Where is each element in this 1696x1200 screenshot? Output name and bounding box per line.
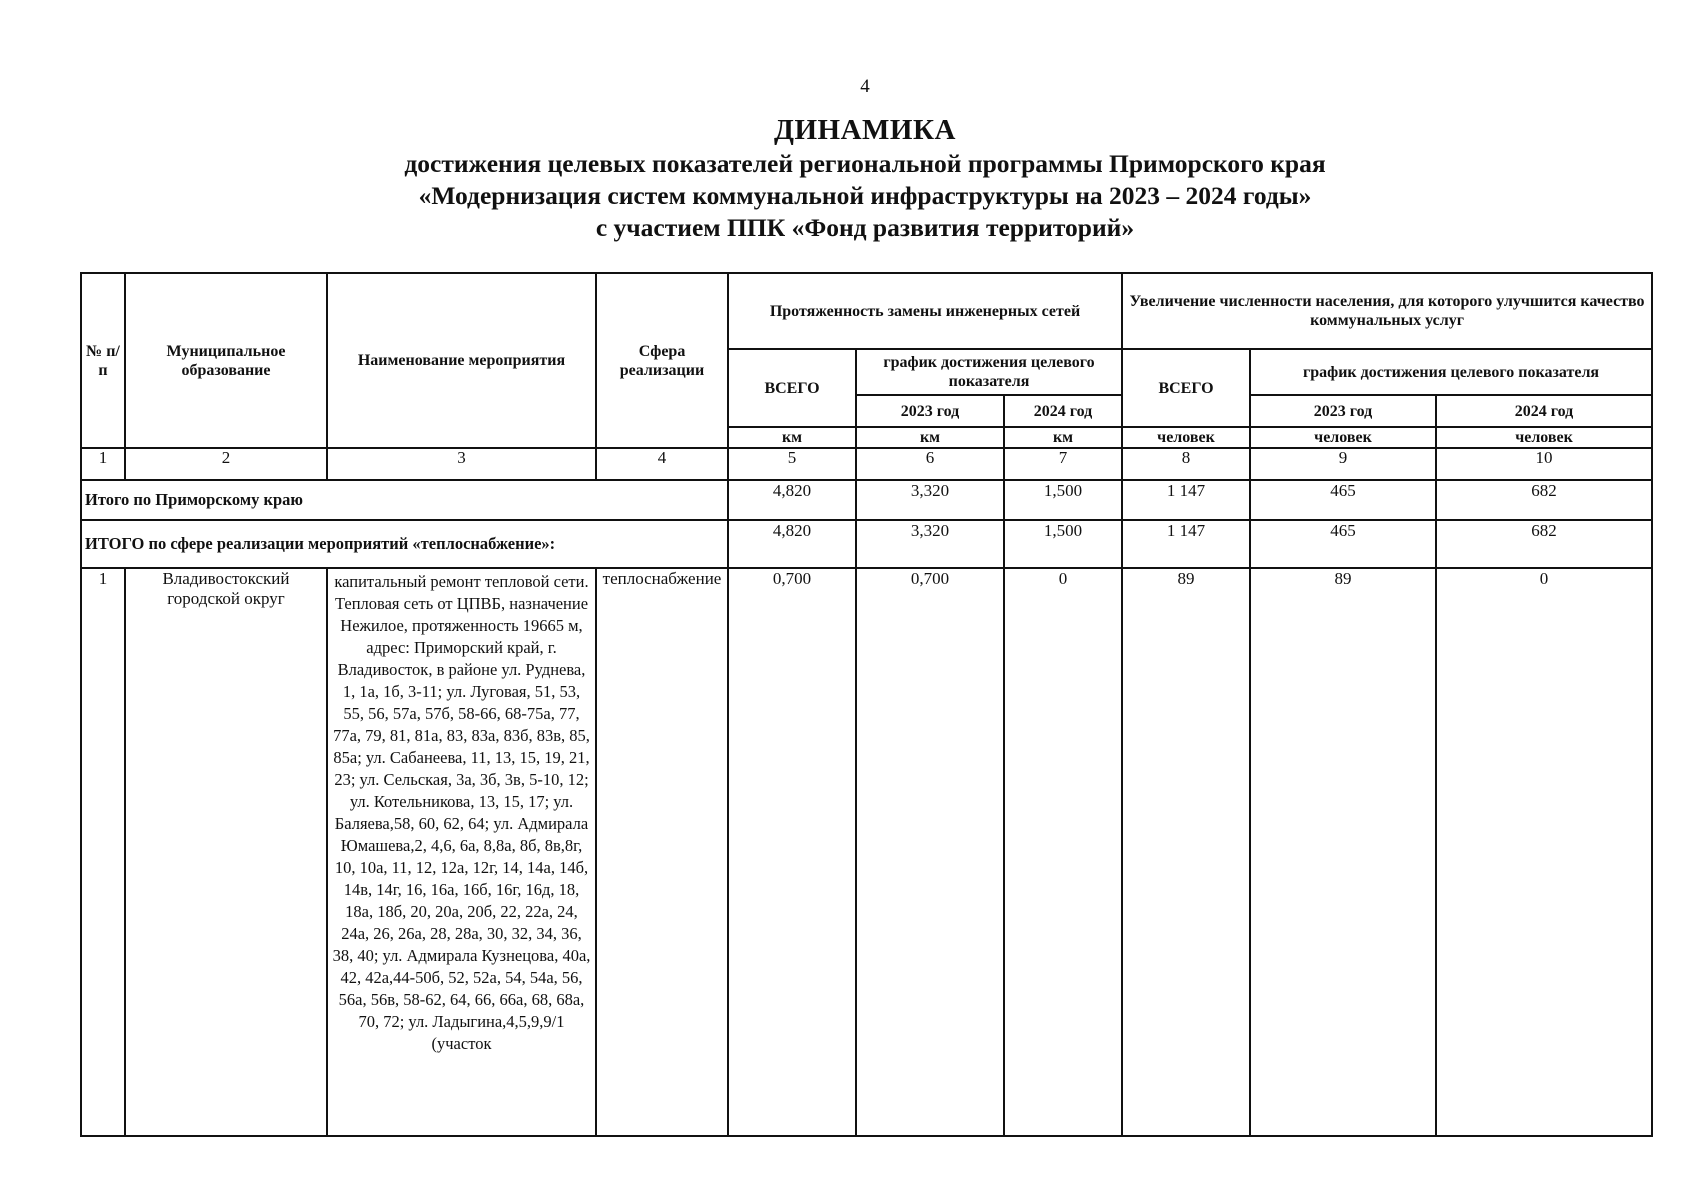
- summary-value: 1 147: [1122, 520, 1250, 568]
- summary-value: 3,320: [856, 480, 1004, 520]
- column-number: 4: [596, 448, 728, 480]
- header-municipality: Муниципальное образование: [125, 273, 327, 448]
- summary-value: 4,820: [728, 480, 856, 520]
- column-number: 9: [1250, 448, 1436, 480]
- summary-value: 3,320: [856, 520, 1004, 568]
- row-value: 89: [1122, 568, 1250, 1136]
- row-sphere: теплоснабжение: [596, 568, 728, 1136]
- title-line-2: достижения целевых показателей региональной программы Приморского края: [404, 149, 1326, 178]
- row-value: 89: [1250, 568, 1436, 1136]
- column-number: 2: [125, 448, 327, 480]
- summary-row-heating: [81, 520, 1652, 568]
- unit-people: человек: [1122, 427, 1250, 448]
- header-event-name: Наименование мероприятия: [327, 273, 596, 448]
- unit-km: км: [728, 427, 856, 448]
- header-population-2024: 2024 год: [1436, 395, 1652, 427]
- column-number: 5: [728, 448, 856, 480]
- row-value: 0: [1004, 568, 1122, 1136]
- row-municipality: Владивостокский городской округ: [125, 568, 327, 1136]
- column-number: 10: [1436, 448, 1652, 480]
- column-numbers-row: [81, 448, 1652, 480]
- header-population-2023: 2023 год: [1250, 395, 1436, 427]
- header-sphere: Сфера реализации: [596, 273, 728, 448]
- column-number: 8: [1122, 448, 1250, 480]
- summary-value: 4,820: [728, 520, 856, 568]
- row-value: 0,700: [728, 568, 856, 1136]
- row-num: 1: [81, 568, 125, 1136]
- header-network-2023: 2023 год: [856, 395, 1004, 427]
- summary-label: ИТОГО по сфере реализации мероприятий «теплоснабжение»:: [81, 520, 728, 568]
- title-line-4: с участием ППК «Фонд развития территорий»: [595, 213, 1135, 242]
- header-population-schedule: график достижения целевого показателя: [1250, 349, 1652, 395]
- column-number: 1: [81, 448, 125, 480]
- summary-label: Итого по Приморскому краю: [81, 480, 728, 520]
- summary-value: 1,500: [1004, 480, 1122, 520]
- document-title: [0, 112, 1696, 244]
- summary-value: 1,500: [1004, 520, 1122, 568]
- header-row-1: [81, 273, 1652, 349]
- row-value: 0: [1436, 568, 1652, 1136]
- title-line-1: ДИНАМИКА: [774, 114, 956, 146]
- row-description: капитальный ремонт тепловой сети. Тепловая сеть от ЦПВБ, назначение Нежилое, протяженность 19665 м, адрес: Приморский край, г. Владивосток, в районе ул. Руднева, 1, 1а, 1б, 3-11; ул. Луговая, 51, 53, 55, 56, 57а, 57б, 58-66, 68-75а, 77, 77а, 79, 81, 81а, 83, 83а, 83б, 83в, 85, 85а; ул. Сабанеева, 11, 13, 15, 19, 21, 23; ул. Сельская, 3а, 3б, 3в, 5-10, 12; ул. Котельникова, 13, 15, 17; ул. Баляева,58, 60, 62, 64; ул. Адмирала Юмашева,2, 4,6, 6а, 8,8а, 8б, 8в,8г, 10, 10а, 11, 12, 12а, 12г, 14, 14а, 14б, 14в, 14г, 16, 16а, 16б, 16г, 16д, 18, 18а, 18б, 20, 20а, 20б, 22, 22а, 24, 24а, 26, 26а, 28, 28а, 30, 32, 34, 36, 38, 40; ул. Адмирала Кузнецова, 40а, 42, 42а,44-50б, 52, 52а, 54, 54а, 56, 56а, 56в, 58-62, 64, 66, 66а, 68, 68а, 70, 72; ул. Ладыгина,4,5,9,9/1 (участок: [327, 568, 596, 1136]
- header-network-2024: 2024 год: [1004, 395, 1122, 427]
- summary-value: 465: [1250, 480, 1436, 520]
- header-network-schedule: график достижения целевого показателя: [856, 349, 1122, 395]
- header-num: № п/п: [81, 273, 125, 448]
- column-number: 6: [856, 448, 1004, 480]
- page-number: 4: [860, 76, 870, 97]
- unit-people: человек: [1250, 427, 1436, 448]
- row-value: 0,700: [856, 568, 1004, 1136]
- unit-people: человек: [1436, 427, 1652, 448]
- column-number: 7: [1004, 448, 1122, 480]
- header-network-total: ВСЕГО: [728, 349, 856, 427]
- summary-value: 465: [1250, 520, 1436, 568]
- summary-row-region: [81, 480, 1652, 520]
- summary-value: 682: [1436, 520, 1652, 568]
- unit-km: км: [856, 427, 1004, 448]
- header-population-total: ВСЕГО: [1122, 349, 1250, 427]
- indicators-table: [80, 272, 1653, 1137]
- column-number: 3: [327, 448, 596, 480]
- summary-value: 1 147: [1122, 480, 1250, 520]
- table-row: [81, 568, 1652, 1136]
- summary-value: 682: [1436, 480, 1652, 520]
- unit-km: км: [1004, 427, 1122, 448]
- title-line-3: «Модернизация систем коммунальной инфраструктуры на 2023 – 2024 годы»: [418, 181, 1312, 210]
- header-network-length: Протяженность замены инженерных сетей: [728, 273, 1122, 349]
- header-population-increase: Увеличение численности населения, для которого улучшится качество коммунальных услуг: [1122, 273, 1652, 349]
